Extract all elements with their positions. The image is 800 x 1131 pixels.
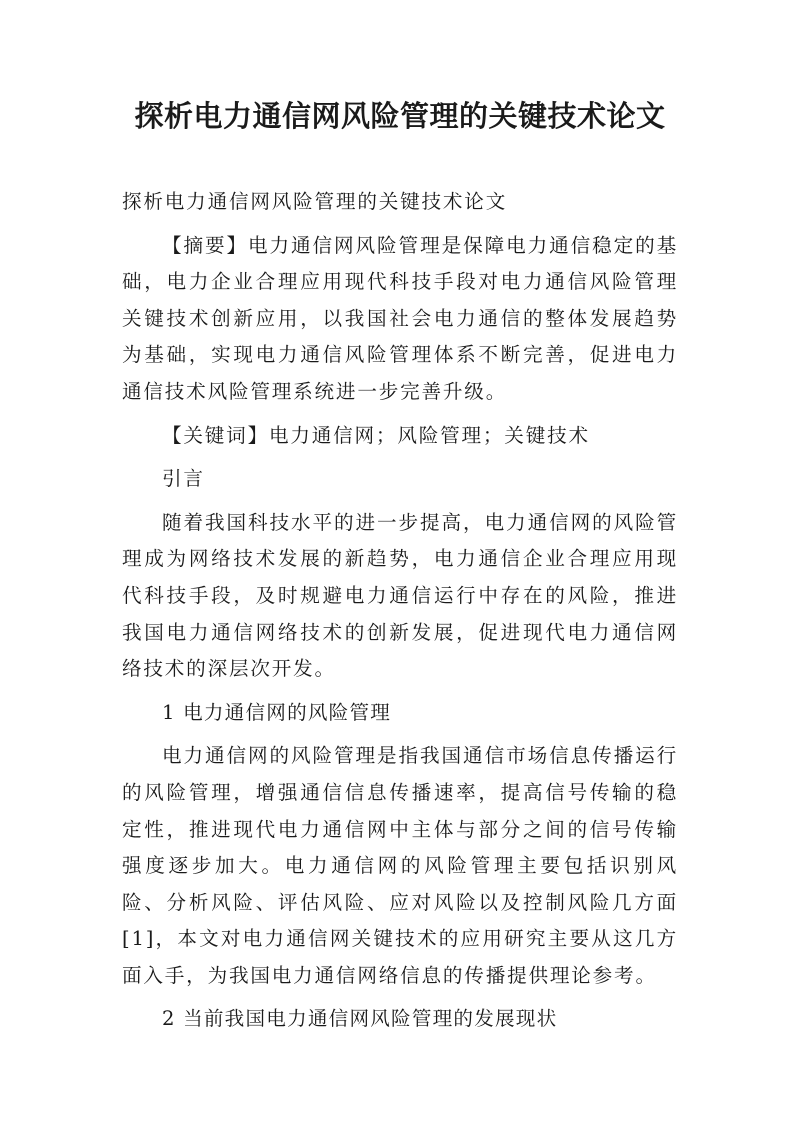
- abstract-paragraph: [122, 228, 678, 411]
- abstract-label: 【摘要】: [162, 233, 249, 257]
- keywords-label: 【关键词】: [162, 423, 269, 447]
- abstract-text: 电力通信网风险管理是保障电力通信稳定的基础，电力企业合理应用现代科技手段对电力通信风险管理关键技术创新应用，以我国社会电力通信的整体发展趋势为基础，实现电力通信风险管理体系不断完善，促进电力通信技术风险管理系统进一步完善升级。: [122, 233, 679, 403]
- document-body: [122, 184, 678, 1038]
- section-2-heading: 2 当前我国电力通信网风险管理的发展现状: [162, 1007, 558, 1031]
- section-1-paragraph: 电力通信网的风险管理是指我国通信市场信息传播运行的风险管理，增强通信信息传播速率，提高信号传输的稳定性，推进现代电力通信网中主体与部分之间的信号传输强度逐步加大。电力通信网的风险管理主要包括识别风险、分析风险、评估风险、应对风险以及控制风险几方面[1]，本文对电力通信网关键技术的应用研究主要从这几方面入手，为我国电力通信网络信息的传播提供理论参考。: [122, 744, 678, 987]
- intro-heading: 引言: [162, 467, 205, 491]
- keywords-text: 电力通信网；风险管理；关键技术: [268, 423, 590, 447]
- intro-paragraph: 随着我国科技水平的进一步提高，电力通信网的风险管理成为网络技术发展的新趋势，电力通信企业合理应用现代科技手段，及时规避电力通信运行中存在的风险，推进我国电力通信网络技术的创新发展，促进现代电力通信网络技术的深层次开发。: [122, 510, 678, 681]
- keywords-paragraph: [122, 418, 678, 455]
- document-title: 探析电力通信网风险管理的关键技术论文: [134, 99, 666, 133]
- subtitle-line: 探析电力通信网风险管理的关键技术论文: [122, 190, 508, 213]
- section-1-heading: 1 电力通信网的风险管理: [162, 700, 392, 724]
